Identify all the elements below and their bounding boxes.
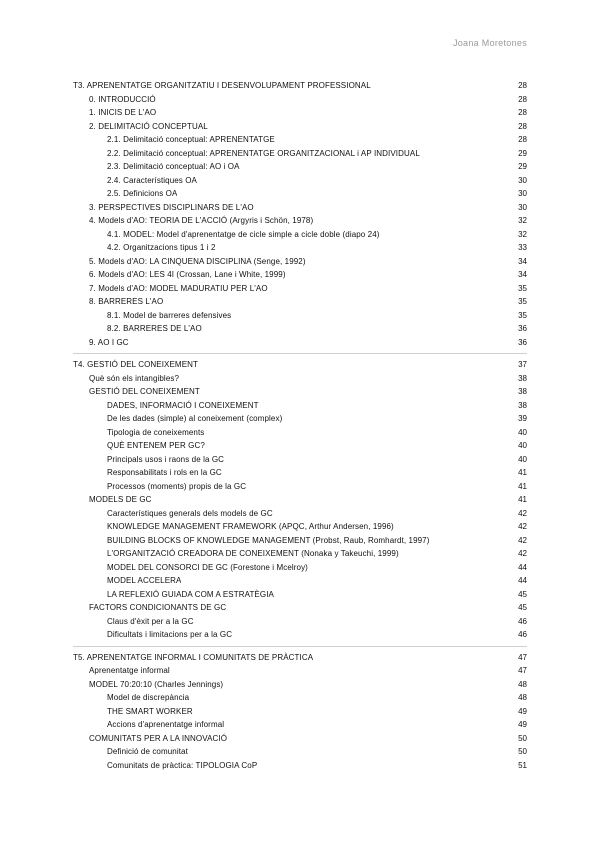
toc-page-number: 36 — [518, 337, 527, 347]
toc-entry-title: 8.2. BARRERES DE L'AO — [107, 324, 202, 333]
toc-entry[interactable] — [73, 561, 527, 575]
toc-entry-title: MODELS DE GC — [89, 495, 152, 504]
toc-entry[interactable] — [73, 93, 527, 107]
toc-entry[interactable] — [73, 385, 527, 399]
toc-page-number: 28 — [518, 81, 527, 90]
toc-page-number: 35 — [518, 310, 527, 320]
toc-entry[interactable] — [73, 174, 527, 188]
toc-entry-title: MODEL ACCELERA — [107, 576, 182, 585]
toc-entry-title: QUÈ ENTENEM PER GC? — [107, 441, 205, 450]
toc-entry[interactable] — [73, 426, 527, 440]
toc-entry[interactable] — [73, 759, 527, 773]
toc-entry-title: Què són els intangibles? — [89, 373, 180, 383]
toc-entry-title: MODEL DEL CONSORCI DE GC (Forestone i Mcelroy) — [107, 562, 308, 572]
toc-page-number: 38 — [518, 373, 527, 383]
toc-entry[interactable] — [73, 705, 527, 719]
toc-entry[interactable] — [73, 547, 527, 561]
toc-entry[interactable] — [73, 147, 527, 161]
toc-page-number: 44 — [518, 576, 527, 585]
toc-page-number: 28 — [518, 94, 527, 104]
toc-page-number: 28 — [518, 135, 527, 144]
toc-entry-title: MODEL 70:20:10 (Charles Jennings) — [89, 679, 224, 689]
toc-entry-title: 1. INICIS DE L'AO — [89, 108, 157, 117]
toc-entry[interactable] — [73, 732, 527, 746]
toc-page-number: 44 — [518, 562, 527, 572]
toc-page-number: 36 — [518, 324, 527, 333]
toc-entry[interactable] — [73, 106, 527, 120]
toc-entry[interactable] — [73, 282, 527, 296]
toc-entry[interactable] — [73, 309, 527, 323]
toc-page-number: 37 — [518, 360, 527, 369]
toc-entry[interactable] — [73, 439, 527, 453]
toc-entry-title: 4.2. Organitzacions tipus 1 i 2 — [107, 243, 216, 252]
toc-page-number: 35 — [518, 297, 527, 306]
toc-entry-title: Model de discrepància — [107, 693, 190, 702]
toc-entry-title: Definició de comunitat — [107, 747, 188, 756]
toc-entry-title: Dificultats i limitacions per a la GC — [107, 630, 233, 639]
toc-entry[interactable] — [73, 399, 527, 413]
toc-chapter-entry[interactable] — [73, 651, 527, 665]
toc-entry-title: 0. INTRODUCCIÓ — [89, 94, 156, 104]
toc-entry-title: 2.4. Característiques OA — [107, 175, 197, 185]
toc-entry-title: 4. Models d'AO: TEORIA DE L'ACCIÓ (Argyris i Schön, 1978) — [89, 216, 314, 225]
toc-page-number: 28 — [518, 121, 527, 131]
toc-page-number: 47 — [518, 652, 527, 662]
toc-entry[interactable] — [73, 507, 527, 521]
toc-page-number: 30 — [518, 189, 527, 198]
toc-page-number: 47 — [518, 666, 527, 675]
toc-entry-title: Processos (moments) propis de la GC — [107, 481, 247, 491]
toc-entry-title: FACTORS CONDICIONANTS DE GC — [89, 603, 227, 612]
toc-page-number: 49 — [518, 706, 527, 716]
toc-page-number: 30 — [518, 202, 527, 212]
toc-entry[interactable] — [73, 322, 527, 336]
toc-entry-title: 2. DELIMITACIÓ CONCEPTUAL — [89, 121, 208, 131]
toc-entry[interactable] — [73, 574, 527, 588]
toc-page-number: 41 — [518, 481, 527, 491]
toc-page-number: 50 — [518, 747, 527, 756]
toc-section — [73, 79, 527, 354]
toc-entry[interactable] — [73, 412, 527, 426]
toc-page-number: 41 — [518, 468, 527, 477]
toc-entry[interactable] — [73, 480, 527, 494]
toc-entry[interactable] — [73, 615, 527, 629]
toc-page-number: 45 — [518, 603, 527, 612]
toc-entry-title: Principals usos i raons de la GC — [107, 454, 225, 464]
toc-entry-title: 2.2. Delimitació conceptual: APRENENTATGE ORGANITZACIONAL i AP INDIVIDUAL — [107, 148, 420, 158]
toc-entry-title: Responsabilitats i rols en la GC — [107, 468, 222, 477]
toc-entry-title: Accions d'aprenentatge informal — [107, 720, 225, 729]
toc-entry[interactable] — [73, 268, 527, 282]
toc-entry-title: Comunitats de pràctica: TIPOLOGIA CoP — [107, 760, 258, 770]
toc-entry-title: Tipologia de coneixements — [107, 427, 205, 437]
toc-entry[interactable] — [73, 336, 527, 350]
toc-entry[interactable] — [73, 493, 527, 507]
toc-entry-title: Característiques generals dels models de GC — [107, 508, 273, 518]
toc-entry[interactable] — [73, 241, 527, 255]
toc-page-number: 40 — [518, 441, 527, 450]
toc-entry[interactable] — [73, 691, 527, 705]
toc-entry[interactable] — [73, 601, 527, 615]
toc-entry-title: LA REFLEXIÓ GUIADA COM A ESTRATÈGIA — [107, 589, 274, 599]
toc-page-number: 49 — [518, 720, 527, 729]
toc-page-number: 32 — [518, 229, 527, 239]
toc-page-number: 45 — [518, 589, 527, 599]
toc-page-number: 39 — [518, 414, 527, 423]
toc-entry-title: L'ORGANITZACIÓ CREADORA DE CONEIXEMENT (Nonaka y Takeuchi, 1999) — [107, 549, 399, 558]
toc-entry-title: GESTIÓ DEL CONEIXEMENT — [89, 387, 200, 396]
toc-page-number: 34 — [518, 256, 527, 266]
toc-page-number: 38 — [518, 400, 527, 410]
toc-entry[interactable] — [73, 678, 527, 692]
toc-entry-title: 3. PERSPECTIVES DISCIPLINARS DE L'AO — [89, 202, 254, 212]
toc-page-number: 40 — [518, 454, 527, 464]
toc-entry[interactable] — [73, 120, 527, 134]
toc-chapter-entry[interactable] — [73, 79, 527, 93]
toc-entry[interactable] — [73, 187, 527, 201]
toc-page-number: 42 — [518, 522, 527, 531]
toc-page-number: 46 — [518, 616, 527, 626]
toc-page-number: 51 — [518, 760, 527, 770]
toc-entry-title: DADES, INFORMACIÓ I CONEIXEMENT — [107, 400, 259, 410]
toc-entry-title: 5. Models d'AO: LA CINQUENA DISCIPLINA (Senge, 1992) — [89, 256, 306, 266]
toc-page-number: 28 — [518, 108, 527, 117]
toc-entry-title: De les dades (simple) al coneixement (complex) — [107, 414, 283, 423]
toc-page-number: 46 — [518, 630, 527, 639]
toc-entry-title: COMUNITATS PER A LA INNOVACIÓ — [89, 733, 228, 743]
toc-entry[interactable] — [73, 534, 527, 548]
toc-entry-title: T5. APRENENTATGE INFORMAL I COMUNITATS DE PRÀCTICA — [73, 652, 314, 662]
toc-entry[interactable] — [73, 718, 527, 732]
toc-entry-title: 2.1. Delimitació conceptual: APRENENTATGE — [107, 135, 275, 144]
toc-entry-title: 2.3. Delimitació conceptual: AO i OA — [107, 162, 240, 171]
toc-entry[interactable] — [73, 133, 527, 147]
toc-page-number: 40 — [518, 427, 527, 437]
toc-entry-title: 8.1. Model de barreres defensives — [107, 310, 232, 320]
toc-entry-title: 4.1. MODEL: Model d'aprenentatge de cicle simple a cicle doble (diapo 24) — [107, 229, 380, 239]
toc-page-number: 42 — [518, 508, 527, 518]
toc-entry-title: T3. APRENENTATGE ORGANITZATIU I DESENVOLUPAMENT PROFESSIONAL — [73, 81, 371, 90]
toc-entry-title: BUILDING BLOCKS OF KNOWLEDGE MANAGEMENT (Probst, Raub, Romhardt, 1997) — [107, 535, 430, 545]
toc-page-number: 50 — [518, 733, 527, 743]
toc-page-number: 29 — [518, 148, 527, 158]
toc-entry-title: 7. Models d'AO: MODEL MADURATIU PER L'AO — [89, 283, 268, 293]
toc-entry[interactable] — [73, 160, 527, 174]
toc-entry[interactable] — [73, 228, 527, 242]
toc-page-number: 42 — [518, 549, 527, 558]
header-author: Joana Moretones — [452, 38, 527, 48]
toc-entry-title: Aprenentatge informal — [89, 666, 170, 675]
toc-page-number: 33 — [518, 243, 527, 252]
toc-entry-title: 2.5. Definicions OA — [107, 189, 178, 198]
toc-page-number: 38 — [518, 387, 527, 396]
toc-entry-title: 6. Models d'AO: LES 4I (Crossan, Lane i White, 1999) — [89, 270, 286, 279]
toc-page-number: 32 — [518, 216, 527, 225]
toc-section — [73, 651, 527, 777]
toc-entry[interactable] — [73, 628, 527, 642]
toc-page-number: 48 — [518, 693, 527, 702]
toc-entry[interactable] — [73, 214, 527, 228]
toc-entry[interactable] — [73, 255, 527, 269]
toc-entry[interactable] — [73, 664, 527, 678]
toc-entry-title: T4. GESTIÓ DEL CONEIXEMENT — [73, 360, 198, 369]
toc-entry-title: KNOWLEDGE MANAGEMENT FRAMEWORK (APQC, Arthur Andersen, 1996) — [107, 522, 394, 531]
toc-entry[interactable] — [73, 520, 527, 534]
toc-page-number: 42 — [518, 535, 527, 545]
toc-entry-title: Claus d'èxit per a la GC — [107, 616, 194, 626]
toc-page-number: 41 — [518, 495, 527, 504]
toc-chapter-entry[interactable] — [73, 358, 527, 372]
toc-entry-title: 8. BARRERES L'AO — [89, 297, 164, 306]
toc-entry[interactable] — [73, 453, 527, 467]
toc-entry[interactable] — [73, 588, 527, 602]
toc-page-number: 34 — [518, 270, 527, 279]
toc-page-number: 35 — [518, 283, 527, 293]
toc-page-number: 30 — [518, 175, 527, 185]
toc-page-number: 29 — [518, 162, 527, 171]
toc-section — [73, 358, 527, 647]
table-of-contents — [73, 79, 527, 780]
toc-entry[interactable] — [73, 372, 527, 386]
toc-entry[interactable] — [73, 201, 527, 215]
toc-page-number: 48 — [518, 679, 527, 689]
toc-entry[interactable] — [73, 466, 527, 480]
toc-entry[interactable] — [73, 745, 527, 759]
toc-entry-title: THE SMART WORKER — [107, 706, 193, 716]
toc-entry-title: 9. AO I GC — [89, 337, 129, 347]
toc-entry[interactable] — [73, 295, 527, 309]
